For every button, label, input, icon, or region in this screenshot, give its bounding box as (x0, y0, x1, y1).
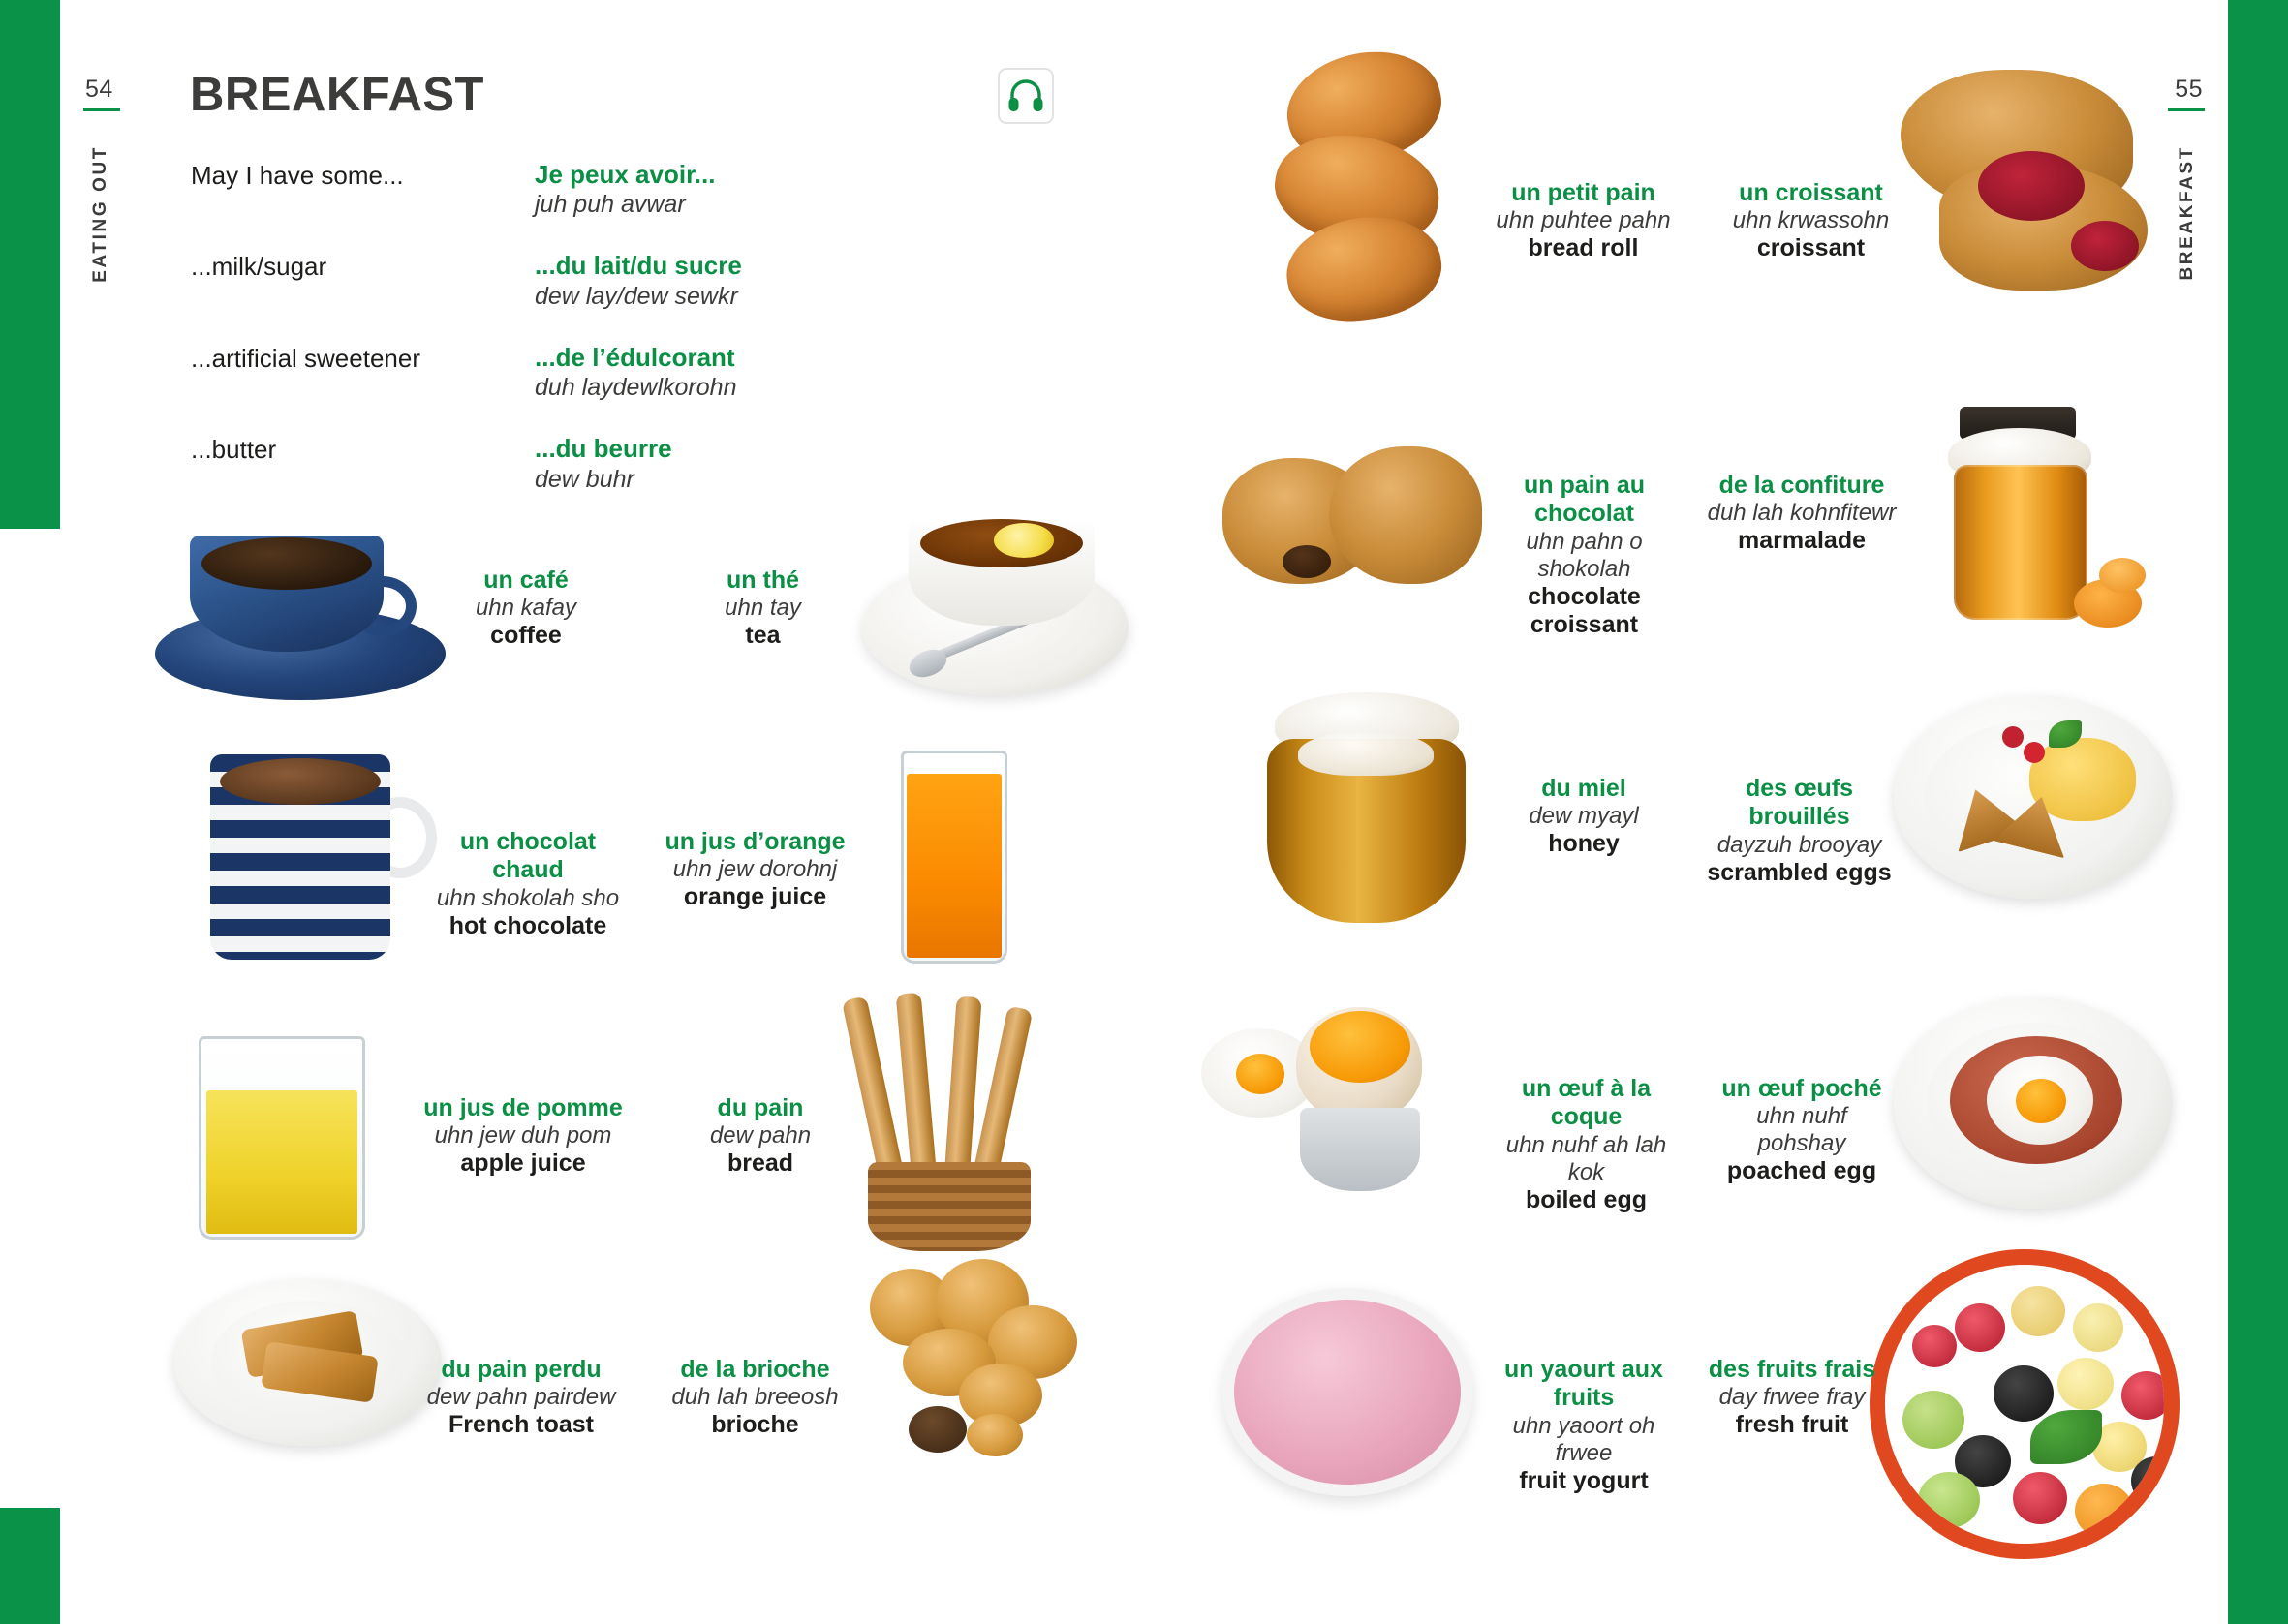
vocab-pronunciation: day frwee fray (1718, 1384, 1866, 1411)
apple-juice-glass-photo (199, 1026, 373, 1249)
phrase-english: May I have some... (191, 161, 404, 190)
vocab-french: du miel (1541, 775, 1626, 802)
phrase-pronunciation: dew lay/dew sewkr (535, 282, 738, 310)
phrase-french: ...du beurre (535, 434, 672, 464)
baguette-basket-photo (862, 993, 1036, 1254)
vocab-pronunciation: uhn puhtee pahn (1496, 207, 1671, 234)
vocab-french: du pain (717, 1094, 804, 1121)
phrase-pronunciation: dew buhr (535, 465, 634, 493)
left-edge-green-band (0, 0, 60, 529)
phrase-french: ...du lait/du sucre (535, 251, 742, 281)
vocab-french: un chocolat chaud (459, 828, 597, 884)
vocab-item-boiled-egg (1492, 1075, 1681, 1214)
poached-egg-plate-photo (1894, 997, 2175, 1215)
vocab-french: un petit pain (1511, 179, 1655, 206)
phrase-english: ...butter (191, 435, 277, 465)
vocab-english: brioche (711, 1411, 799, 1439)
vocab-french: de la brioche (680, 1356, 830, 1383)
vocab-english: coffee (490, 622, 562, 650)
vocab-english: poached egg (1726, 1157, 1877, 1185)
headphones-icon (998, 68, 1054, 124)
vocab-pronunciation: uhn shokolah sho (436, 884, 620, 911)
vocab-pronunciation: uhn nuhf ah lah kok (1505, 1131, 1667, 1185)
vocab-french: de la confiture (1718, 472, 1885, 499)
vocab-english: orange juice (683, 883, 827, 911)
vocab-english: marmalade (1737, 527, 1867, 555)
vocab-french: un pain au chocolat (1524, 472, 1645, 528)
phrase-french: Je peux avoir... (535, 160, 716, 189)
vocab-pronunciation: uhn nuhf pohshay (1756, 1103, 1847, 1157)
tea-cup-with-lemon-photo (852, 484, 1143, 707)
left-bottom-green-band (0, 1508, 60, 1624)
phrase-english: ...artificial sweetener (191, 343, 420, 373)
vocab-english: hot chocolate (448, 911, 607, 939)
vocab-pronunciation: duh lah kohnfitewr (1707, 500, 1897, 527)
vocab-french: un thé (727, 567, 799, 594)
vocab-pronunciation: dew myayl (1529, 803, 1639, 830)
vocab-item-croissant (1707, 179, 1915, 263)
vocab-english: tea (745, 622, 781, 650)
vocab-pronunciation: dew pahn pairdew (426, 1384, 616, 1411)
vocab-french: du pain perdu (441, 1356, 602, 1383)
vocab-pronunciation: uhn jew duh pom (434, 1122, 612, 1149)
page-number-right: 55 (2175, 76, 2203, 103)
vocab-pronunciation: duh lah breeosh (671, 1384, 839, 1411)
vocab-item-coffee (434, 567, 618, 651)
vocab-pronunciation: uhn krwassohn (1732, 207, 1890, 234)
vocab-item-hot-chocolate (426, 828, 630, 940)
vocab-item-brioche (651, 1356, 859, 1440)
french-toast-plate-photo (174, 1273, 446, 1453)
vocab-english: scrambled eggs (1707, 858, 1892, 886)
chocolate-croissant-photo (1222, 441, 1484, 615)
folio-rule-left (83, 108, 120, 111)
vocab-french: un jus d’orange (665, 828, 846, 855)
phrase-french-block (535, 251, 951, 311)
vocab-pronunciation: uhn pahn o shokolah (1526, 528, 1643, 582)
vocab-item-apple-juice (407, 1094, 639, 1179)
orange-juice-glass-photo (901, 751, 1017, 968)
vocab-pronunciation: uhn tay (725, 595, 801, 622)
fruit-yogurt-pot-photo (1222, 1288, 1484, 1511)
vocab-english: fresh fruit (1735, 1411, 1849, 1439)
vocab-english: honey (1548, 830, 1620, 858)
vocab-pronunciation: dew pahn (709, 1122, 812, 1149)
marmalade-jar-photo (1894, 407, 2155, 649)
honey-jar-photo (1259, 692, 1482, 935)
section-tab-left: EATING OUT (90, 145, 110, 283)
croissant-with-jam-photo (1881, 58, 2181, 329)
page-title: BREAKFAST (190, 69, 484, 121)
page-number-left: 54 (85, 76, 113, 103)
vocab-item-marmalade (1705, 472, 1899, 556)
vocab-french: des œufs brouillés (1745, 775, 1854, 831)
phrase-pronunciation: juh puh avwar (535, 191, 686, 219)
bread-roll-photo (1259, 53, 1482, 334)
phrase-english: ...milk/sugar (191, 252, 327, 282)
vocab-english: boiled egg (1526, 1185, 1647, 1213)
fresh-fruit-bowl-photo (1870, 1249, 2189, 1569)
vocab-item-tea (678, 567, 848, 651)
boiled-egg-photo (1201, 1007, 1482, 1201)
vocab-item-bread-roll (1479, 179, 1687, 263)
vocab-english: chocolate croissant (1528, 582, 1641, 638)
vocab-french: des fruits frais (1708, 1356, 1876, 1383)
vocab-item-scrambled-eggs (1705, 775, 1894, 887)
scrambled-eggs-plate-photo (1894, 695, 2175, 904)
vocab-item-bread (678, 1094, 843, 1179)
vocab-english: French toast (448, 1411, 595, 1439)
phrase-row (191, 343, 985, 403)
vocab-pronunciation: uhn jew dorohnj (672, 856, 838, 883)
vocab-item-fruit-yogurt (1492, 1356, 1676, 1495)
vocab-pronunciation: uhn yaoort oh frwee (1512, 1412, 1655, 1466)
vocab-french: un jus de pomme (423, 1094, 623, 1121)
phrase-row (191, 251, 985, 311)
vocab-english: fruit yogurt (1519, 1466, 1649, 1494)
striped-mug-hot-chocolate-photo (199, 741, 460, 973)
vocab-pronunciation: uhn kafay (475, 595, 577, 622)
vocab-item-honey (1492, 775, 1676, 859)
phrase-french-block (535, 160, 951, 220)
vocab-french: un œuf poché (1721, 1075, 1882, 1102)
vocab-french: un café (483, 567, 569, 594)
section-tab-right: BREAKFAST (2177, 145, 2197, 281)
phrase-row (191, 160, 985, 220)
vocab-item-chocolate-croissant (1500, 472, 1669, 639)
blue-coffee-cup-photo (155, 528, 446, 702)
phrase-french-block (535, 343, 951, 403)
vocab-english: apple juice (460, 1149, 586, 1178)
phrase-list (191, 160, 985, 526)
vocab-french: un yaourt aux fruits (1504, 1356, 1663, 1412)
vocab-item-french-toast (415, 1356, 628, 1440)
right-edge-green-band (2228, 0, 2288, 1624)
vocab-item-orange-juice (651, 828, 859, 912)
vocab-english: bread (727, 1149, 794, 1178)
brioche-photo (852, 1259, 1085, 1482)
vocab-english: bread roll (1528, 234, 1639, 262)
vocab-pronunciation: dayzuh brooyay (1716, 831, 1882, 858)
vocab-french: un œuf à la coque (1521, 1075, 1652, 1131)
phrase-french: ...de l’édulcorant (535, 342, 735, 372)
phrase-pronunciation: duh laydewlkorohn (535, 374, 737, 402)
vocab-item-fresh-fruit (1685, 1356, 1899, 1440)
vocab-item-poached-egg (1710, 1075, 1894, 1186)
vocab-french: un croissant (1739, 179, 1883, 206)
vocab-english: croissant (1756, 234, 1866, 262)
